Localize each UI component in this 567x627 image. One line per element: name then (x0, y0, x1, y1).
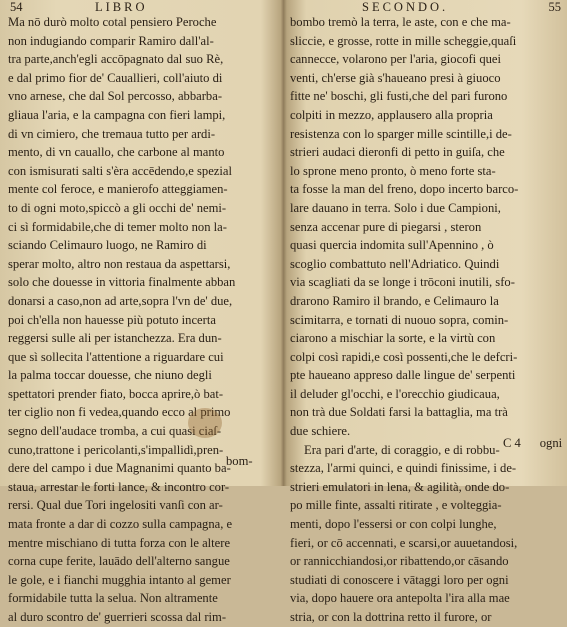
text-line: strieri emulatori in lena, & agilità, onde do- (290, 479, 510, 494)
text-line: ciarono a mischiar la sorte, e la virtù con (290, 331, 496, 346)
running-title-right: SECONDO. (362, 0, 449, 14)
text-line: dere del campo i due Magnanimi quanto ba- (8, 461, 231, 476)
text-line: ter ciglio non fi vedea,quando ecco al primo (8, 405, 231, 420)
text-line: quasi quercia indomita sull'Apennino , ò (290, 238, 494, 253)
text-line: mento, di vn cauallo, che carbone al manto (8, 145, 225, 160)
text-line: scimitarra, e tornati di nuouo sopra, comin- (290, 312, 509, 327)
text-line: to di ogni moto,spiccò a gli occhi de' nemi- (8, 200, 227, 215)
running-title-left: LIBRO (95, 0, 148, 14)
text-line: formidabile tutta la selua. Non altramente (8, 591, 218, 606)
text-line: il deluder gl'occhi, e l'orecchio giudicaua, (290, 386, 500, 401)
text-line: via, dopo hauere ora antepolta l'ira alla mae (290, 591, 510, 606)
text-line: stezza, l'armi quinci, e quindi finissime, i de- (290, 461, 517, 476)
left-page-text (8, 13, 280, 627)
text-line: via scagliati da se longe i trōconi inutili, sfo- (290, 275, 515, 290)
right-page-text (290, 13, 564, 627)
page-number-right: 55 (548, 0, 561, 14)
text-line: reggersi sulle ali per istanchezza. Era dun- (8, 331, 222, 346)
catchword-left: bom- (226, 454, 253, 468)
text-line: e dal primo fior de' Caualliеri, coll'aiuto di (8, 70, 223, 85)
text-line: studiati di conoscere i vātaggi loro per ogni (290, 572, 509, 587)
text-line: staua, arrestar le forti lance, & incontro cor- (8, 479, 230, 494)
text-line: non trà due Soldati farsi la battaglia, ma trà (290, 405, 508, 420)
text-line: colpiti in mezzo, applausero alla propria (290, 107, 493, 122)
text-line: poi ch'ella non hauesse più potuto incerta (8, 312, 216, 327)
text-line: al duro scontro de' guerrieri scossa dal rim- (8, 610, 227, 624)
text-line: donarsi a caso,non ad arte,sopra l'vn de' due, (8, 293, 233, 308)
text-line: mente col feroce, e manierofo atteggiamen- (8, 182, 228, 197)
text-line: drarono Ramiro il brando, e Celimauro la (290, 293, 499, 308)
text-line: tra parte,anch'egli accōpagnato dal suo Rè, (8, 52, 224, 67)
text-line: stria, or con la dottrina retto il furore, or (290, 610, 492, 624)
text-line: due schiere. (290, 424, 351, 439)
page-number-left: 54 (10, 0, 23, 14)
text-line: resistenza con lo sparger mille scintille,i de- (290, 126, 512, 141)
text-line: solo che douesse in vittoria finalmente abban (8, 275, 236, 290)
text-line: cannecce, volarono per l'aria, giocofi quei (290, 52, 502, 67)
text-line: fieri, or cō accennati, e scarsi,or auuetandosi, (290, 535, 518, 550)
text-line: vno arnese, che dal Sol percosso, abbarba- (8, 89, 223, 104)
text-line: strieri audaci dieronfi di petto in guiſa, che (290, 145, 505, 160)
ink-stain (188, 408, 222, 438)
text-line: fitte ne' boschi, gli fusti,che del pari furono (290, 89, 508, 104)
text-line: lare dauano in terra. Solo i due Campioni, (290, 200, 501, 215)
text-line: gliaua l'aria, e la campagna con fieri lampi, (8, 107, 226, 122)
text-line: senza accenar pure di piegarsi , steron (290, 219, 482, 234)
catchword-right: ogni (539, 436, 563, 450)
signature-mark: C 4 (503, 436, 521, 450)
text-line: ci sì formidabile,che di temer molto non la- (8, 219, 227, 234)
text-line: con ismisurati salti s'èra accēdendo,e spezial (8, 163, 232, 178)
text-line: Era pari d'arte, di coraggio, e di robbu- (304, 442, 500, 457)
text-line: non indugiando comparir Ramiro dall'al- (8, 33, 214, 48)
text-line: ta fosse la man del freno, dopo incerto barco- (290, 182, 519, 197)
text-line: spettatori prender fiato, bocca aprire,ò bat- (8, 386, 224, 401)
text-line: scoglio combattuto nell'Adriatico. Quindi (290, 256, 500, 271)
text-line: que sì sollecita l'attentione a riguardare cui (8, 349, 224, 364)
left-page (0, 0, 283, 624)
text-line: sperar molto, altro non restaua da aspettarsi, (8, 256, 231, 271)
text-line: Ma nō durò molto cotal pensiero Peroche (8, 15, 217, 29)
text-line: sliccie, e grosse, rotte in mille scheggie,quaſi (290, 33, 517, 48)
text-line: venti, ch'erse già s'haueano presi à giuoco (290, 70, 501, 85)
text-line: segno dell'audace tromba, a cui quasi ciaſ- (8, 424, 222, 439)
text-line: pte haueano appreso dalle lingue de' serpenti (290, 368, 516, 383)
text-line: cuno,trattone i pericolanti,s'impallidì,pren- (8, 442, 224, 457)
text-line: corna cupe ferite, lauādo dell'alterno sangue (8, 554, 230, 569)
page-footer-right (503, 434, 562, 453)
text-line: rersi. Qual due Tori ingelositi vanſi con ar- (8, 498, 223, 513)
text-line: or rannicchiandosi,or ribattendo,or cāsando (290, 554, 509, 569)
text-line: menti, dopo l'essersi or con colpi lunghe, (290, 517, 497, 532)
text-line: lo sprone meno pronto, ò meno forte sta- (290, 163, 496, 178)
text-line: la palma toccar douesse, che niuno degli (8, 368, 212, 383)
text-line: po mille finte, assalti ritirate , e volteggia- (290, 498, 502, 513)
text-line: sciando Celimauro luogo, ne Ramiro di (8, 238, 207, 253)
text-line: mentre mischiano di tutta forza con le altere (8, 535, 231, 550)
text-line: colpi così rapidi,e così possenti,che le defcri- (290, 349, 518, 364)
text-line: di vn cimiero, che tremaua tutto per ardi- (8, 126, 216, 141)
text-line: le gole, e i fianchi mugghia intanto al gemer (8, 572, 231, 587)
text-line: bombo tremò la terra, le aste, con e che ma- (290, 15, 511, 29)
text-line: mata fronte a dar di cozzo sulla campagna, e (8, 517, 233, 532)
right-page (284, 0, 567, 624)
